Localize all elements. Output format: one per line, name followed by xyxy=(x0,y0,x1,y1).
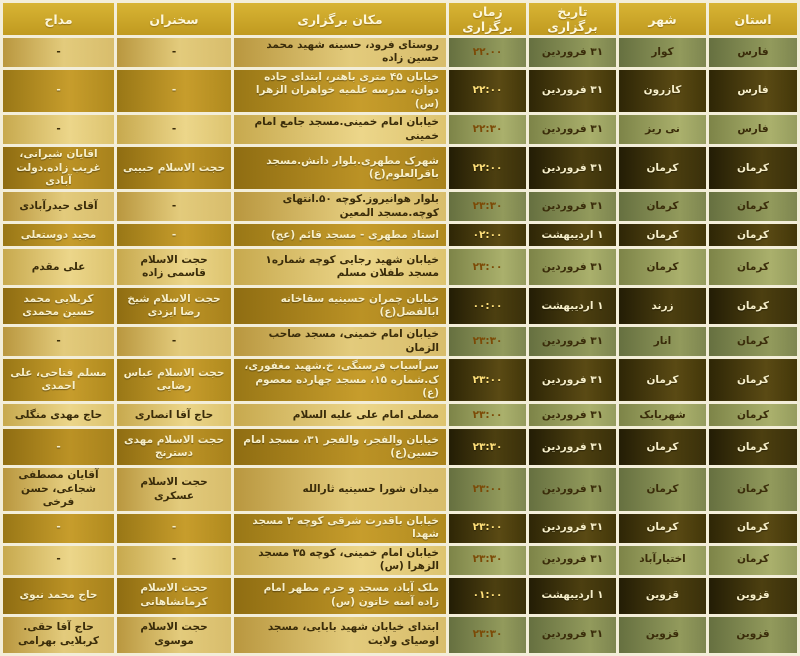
cell-speaker: - xyxy=(117,546,231,575)
cell-venue: روستای فرود، حسینه شهید محمد حسین زاده xyxy=(234,38,446,67)
cell-eulogist: حاج مهدی منگلی xyxy=(3,404,114,426)
cell-speaker: حاج آقا انصاری xyxy=(117,404,231,426)
cell-speaker: - xyxy=(117,327,231,356)
table-header xyxy=(3,3,797,35)
table-row xyxy=(3,192,797,221)
cell-venue: بلوار هوانیروز.کوچه ۵۰.انتهای کوچه.مسجد المعین xyxy=(234,192,446,221)
cell-date: ۱ اردیبهشت xyxy=(529,224,616,246)
cell-date: ۳۱ فروردین xyxy=(529,514,616,543)
cell-venue: ابتدای خیابان شهید بابایی، مسجد اوصیای ولایت xyxy=(234,617,446,653)
cell-speaker: حجت الاسلام حبیبی xyxy=(117,147,231,189)
cell-date: ۳۱ فروردین xyxy=(529,617,616,653)
col-header-venue: مکان برگزاری xyxy=(234,3,446,35)
cell-date: ۳۱ فروردین xyxy=(529,327,616,356)
cell-time: ۲۳:۰۰ xyxy=(449,359,526,401)
cell-eulogist: آقای حیدرآبادی xyxy=(3,192,114,221)
cell-city: کرمان xyxy=(619,192,706,221)
table-row xyxy=(3,578,797,614)
cell-time: ۲۲:۳۰ xyxy=(449,115,526,144)
table-row xyxy=(3,404,797,426)
cell-city: زرند xyxy=(619,288,706,324)
cell-time: ۲۲.۰۰ xyxy=(449,38,526,67)
cell-speaker: حجت الاسلام عباس رضایی xyxy=(117,359,231,401)
cell-eulogist: اقایان شیرانی، غریب زاده.دولت آبادی xyxy=(3,147,114,189)
cell-date: ۳۱ فروردین xyxy=(529,70,616,112)
table-row xyxy=(3,224,797,246)
cell-venue: خیابان باقدرت شرقی کوچه ۳ مسجد شهدا xyxy=(234,514,446,543)
cell-city: کرمان xyxy=(619,249,706,285)
cell-city: کرمان xyxy=(619,224,706,246)
cell-speaker: - xyxy=(117,514,231,543)
cell-time: ۰۰:۰۰ xyxy=(449,288,526,324)
table-row xyxy=(3,429,797,465)
cell-eulogist: - xyxy=(3,514,114,543)
cell-city: کرمان xyxy=(619,429,706,465)
cell-time: ۰۲:۰۰ xyxy=(449,224,526,246)
cell-time: ۲۳:۳۰ xyxy=(449,192,526,221)
cell-eulogist: علی مقدم xyxy=(3,249,114,285)
col-header-city: شهر xyxy=(619,3,706,35)
cell-venue: استاد مطهری - مسجد قائم (عج) xyxy=(234,224,446,246)
cell-venue: میدان شورا حسینیه ثارالله xyxy=(234,468,446,510)
cell-eulogist: مسلم فتاحی، علی احمدی xyxy=(3,359,114,401)
cell-date: ۳۱ فروردین xyxy=(529,192,616,221)
cell-eulogist: حاج محمد نبوی xyxy=(3,578,114,614)
cell-province: کرمان xyxy=(709,468,797,510)
cell-time: ۲۲:۰۰ xyxy=(449,70,526,112)
cell-speaker: - xyxy=(117,115,231,144)
cell-city: قزوین xyxy=(619,617,706,653)
cell-province: کرمان xyxy=(709,429,797,465)
cell-province: کرمان xyxy=(709,404,797,426)
table-row xyxy=(3,288,797,324)
table-row xyxy=(3,38,797,67)
cell-city: کرمان xyxy=(619,468,706,510)
cell-city: اختیارآباد xyxy=(619,546,706,575)
cell-date: ۳۱ فروردین xyxy=(529,38,616,67)
cell-province: قزوین xyxy=(709,578,797,614)
cell-venue: ملک آباد، مسجد و حرم مطهر امام زاده آمنه خاتون (س) xyxy=(234,578,446,614)
cell-date: ۳۱ فروردین xyxy=(529,359,616,401)
cell-province: کرمان xyxy=(709,249,797,285)
table-row xyxy=(3,147,797,189)
cell-city: کرمان xyxy=(619,514,706,543)
cell-eulogist: - xyxy=(3,70,114,112)
table-row xyxy=(3,546,797,575)
cell-city: کرمان xyxy=(619,359,706,401)
cell-speaker: - xyxy=(117,192,231,221)
cell-date: ۳۱ فروردین xyxy=(529,404,616,426)
table-row xyxy=(3,617,797,653)
cell-time: ۲۳:۳۰ xyxy=(449,617,526,653)
cell-eulogist: - xyxy=(3,115,114,144)
col-header-province: استان xyxy=(709,3,797,35)
cell-venue: خیابان امام خمینی، کوچه ۳۵ مسجد الزهرا (س) xyxy=(234,546,446,575)
table-row xyxy=(3,514,797,543)
table-row xyxy=(3,70,797,112)
cell-time: ۲۲:۰۰ xyxy=(449,147,526,189)
cell-speaker: حجت الاسلام عسکری xyxy=(117,468,231,510)
cell-eulogist: - xyxy=(3,546,114,575)
col-header-date: تاریخ برگزاری xyxy=(529,3,616,35)
cell-date: ۳۱ فروردین xyxy=(529,429,616,465)
cell-speaker: - xyxy=(117,38,231,67)
cell-venue: خیابان ۴۵ متری باهنر، ابتدای جاده دوان، مدرسه علمیه خواهران الزهرا (س) xyxy=(234,70,446,112)
cell-venue: خیابان والفجر، والفجر ۳۱، مسجد امام حسین(ع) xyxy=(234,429,446,465)
col-header-eulogist: مداح xyxy=(3,3,114,35)
cell-time: ۲۳:۰۰ xyxy=(449,468,526,510)
cell-time: ۰۱:۰۰ xyxy=(449,578,526,614)
cell-city: نی ریز xyxy=(619,115,706,144)
cell-venue: خیابان چمران حسینیه سقاخانه ابالفضل(ع) xyxy=(234,288,446,324)
cell-venue: سرآسیاب فرسنگی، خ.شهید مغفوری، ک.شماره ۱۵، مسجد چهارده معصوم (ع) xyxy=(234,359,446,401)
cell-date: ۳۱ فروردین xyxy=(529,115,616,144)
cell-city: انار xyxy=(619,327,706,356)
cell-province: کرمان xyxy=(709,147,797,189)
cell-speaker: حجت الاسلام مهدی دسترنج xyxy=(117,429,231,465)
cell-speaker: حجت الاسلام موسوی xyxy=(117,617,231,653)
cell-eulogist: کربلایی محمد حسین محمدی xyxy=(3,288,114,324)
cell-eulogist: حاج آقا حقی. کربلایی بهرامی xyxy=(3,617,114,653)
cell-time: ۲۳:۰۰ xyxy=(449,404,526,426)
cell-venue: شهرک مطهری.بلوار دانش.مسجد باقرالعلوم(ع) xyxy=(234,147,446,189)
col-header-speaker: سخنران xyxy=(117,3,231,35)
cell-venue: خیابان امام خمینی.مسجد جامع امام خمینی xyxy=(234,115,446,144)
cell-time: ۲۳:۰۰ xyxy=(449,514,526,543)
cell-time: ۲۳:۰۰ xyxy=(449,249,526,285)
cell-time: ۲۳:۳۰ xyxy=(449,327,526,356)
cell-province: کرمان xyxy=(709,192,797,221)
cell-province: فارس xyxy=(709,70,797,112)
cell-date: ۳۱ فروردین xyxy=(529,546,616,575)
cell-date: ۳۱ فروردین xyxy=(529,147,616,189)
cell-date: ۱ اردیبهشت xyxy=(529,288,616,324)
cell-province: کرمان xyxy=(709,224,797,246)
cell-eulogist: مجید دوستعلی xyxy=(3,224,114,246)
cell-venue: خیابان شهید رجایی کوچه شماره۱ مسجد طفلان مسلم xyxy=(234,249,446,285)
cell-city: قزوین xyxy=(619,578,706,614)
table-row xyxy=(3,249,797,285)
cell-speaker: - xyxy=(117,70,231,112)
cell-speaker: - xyxy=(117,224,231,246)
cell-eulogist: - xyxy=(3,38,114,67)
cell-province: کرمان xyxy=(709,288,797,324)
cell-province: کرمان xyxy=(709,327,797,356)
cell-province: کرمان xyxy=(709,514,797,543)
cell-eulogist: آقایان مصطفی شجاعی، حسن فرخی xyxy=(3,468,114,510)
cell-province: کرمان xyxy=(709,359,797,401)
cell-time: ۲۳:۳۰ xyxy=(449,429,526,465)
table-row xyxy=(3,327,797,356)
table-row xyxy=(3,468,797,510)
cell-date: ۳۱ فروردین xyxy=(529,249,616,285)
cell-venue: مصلی امام علی علیه السلام xyxy=(234,404,446,426)
cell-eulogist: - xyxy=(3,327,114,356)
cell-province: قزوین xyxy=(709,617,797,653)
cell-date: ۳۱ فروردین xyxy=(529,468,616,510)
table-row xyxy=(3,115,797,144)
table-row xyxy=(3,359,797,401)
cell-city: کرمان xyxy=(619,147,706,189)
table-body xyxy=(3,38,797,653)
cell-speaker: حجت الاسلام کرمانشاهانی xyxy=(117,578,231,614)
cell-city: شهربابک xyxy=(619,404,706,426)
cell-eulogist: - xyxy=(3,429,114,465)
col-header-time: زمان برگزاری xyxy=(449,3,526,35)
cell-time: ۲۳:۳۰ xyxy=(449,546,526,575)
cell-city: کازرون xyxy=(619,70,706,112)
cell-date: ۱ اردیبهشت xyxy=(529,578,616,614)
cell-province: فارس xyxy=(709,38,797,67)
cell-speaker: حجت الاسلام قاسمی زاده xyxy=(117,249,231,285)
header-row xyxy=(3,3,797,35)
cell-speaker: حجت الاسلام شیخ رضا ایزدی xyxy=(117,288,231,324)
cell-city: کوار xyxy=(619,38,706,67)
cell-province: کرمان xyxy=(709,546,797,575)
cell-province: فارس xyxy=(709,115,797,144)
cell-venue: خیابان امام خمینی، مسجد صاحب الزمان xyxy=(234,327,446,356)
